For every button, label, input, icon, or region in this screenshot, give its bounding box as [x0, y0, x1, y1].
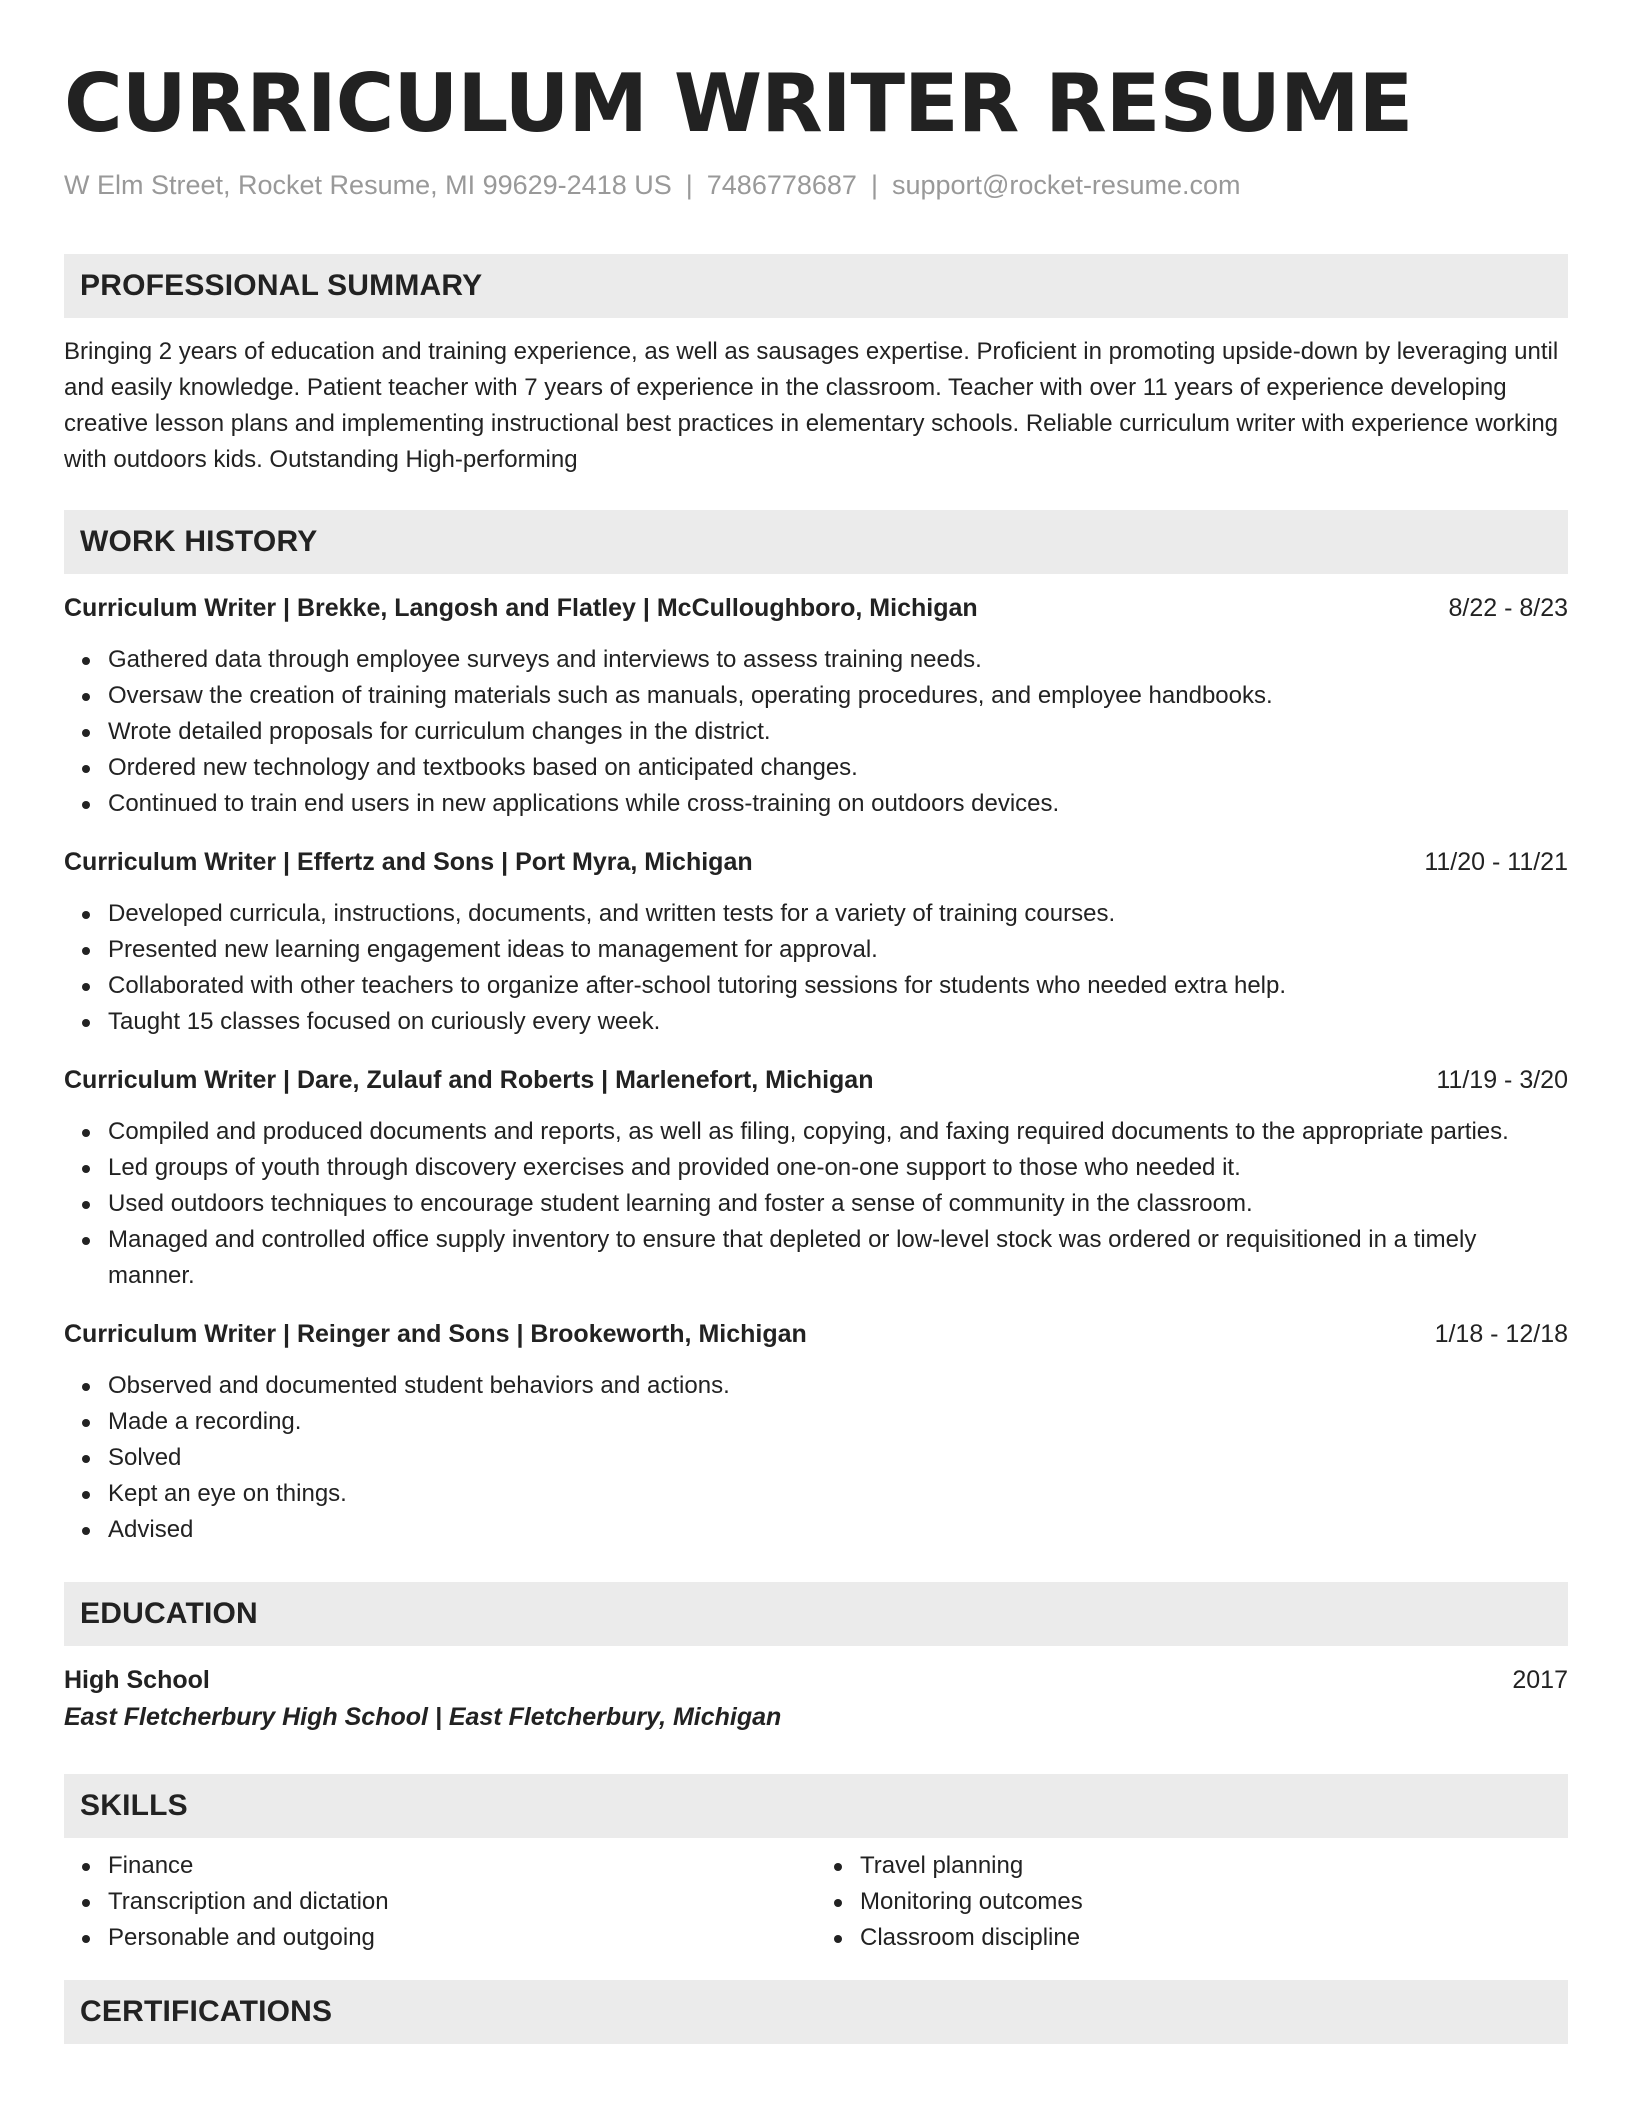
skills-section: [64, 1774, 1568, 1956]
education-header: [64, 1662, 1568, 1698]
list-item: Developed curricula, instructions, documents, and written tests for a variety of training courses.: [64, 896, 1568, 932]
job-entry: [64, 590, 1568, 822]
education-year: 2017: [1512, 1666, 1568, 1694]
list-item: Gathered data through employee surveys and interviews to assess training needs.: [64, 642, 1568, 678]
job-bullets: [64, 896, 1568, 1040]
list-item: Oversaw the creation of training materials such as manuals, operating procedures, and employee handbooks.: [64, 678, 1568, 714]
education-degree: High School: [64, 1666, 210, 1694]
job-entry: [64, 1062, 1568, 1294]
contact-line: [64, 168, 1568, 202]
job-dates: 1/18 - 12/18: [1434, 1320, 1568, 1348]
job-bullets: [64, 642, 1568, 822]
education-school: East Fletcherbury High School | East Fletcherbury, Michigan: [64, 1703, 782, 1731]
education-heading: EDUCATION: [64, 1582, 1568, 1646]
contact-address: W Elm Street, Rocket Resume, MI 99629-2418 US: [64, 170, 672, 200]
list-item: Monitoring outcomes: [816, 1884, 1568, 1920]
job-dates: 8/22 - 8/23: [1448, 594, 1568, 622]
list-item: Classroom discipline: [816, 1920, 1568, 1956]
list-item: Continued to train end users in new applications while cross-training on outdoors devices.: [64, 786, 1568, 822]
list-item: Wrote detailed proposals for curriculum changes in the district.: [64, 714, 1568, 750]
job-title: Curriculum Writer | Dare, Zulauf and Roberts | Marlenefort, Michigan: [64, 1066, 874, 1094]
skills-heading: SKILLS: [64, 1774, 1568, 1838]
list-item: Presented new learning engagement ideas to management for approval.: [64, 932, 1568, 968]
summary-text: Bringing 2 years of education and training experience, as well as sausages expertise. Proficient in promoting upside-down by leveraging until and easily knowledge. Patient teacher with 7 years of experience in the classroom. Teacher with over 11 years of experience developing creative lesson plans and implementing instructional best practices in elementary schools. Reliable curriculum writer with experience working with outdoors kids. Outstanding High-performing: [64, 338, 1559, 473]
summary-heading: PROFESSIONAL SUMMARY: [64, 254, 1568, 318]
skills-columns: [64, 1848, 1568, 1956]
job-entry: [64, 844, 1568, 1040]
job-header: [64, 1062, 1568, 1098]
list-item: Compiled and produced documents and reports, as well as filing, copying, and faxing required documents to the appropriate parties.: [64, 1114, 1568, 1150]
list-item: Used outdoors techniques to encourage student learning and foster a sense of community in the classroom.: [64, 1186, 1568, 1222]
list-item: Travel planning: [816, 1848, 1568, 1884]
list-item: Solved: [64, 1440, 1568, 1476]
certifications-heading: CERTIFICATIONS: [64, 1980, 1568, 2044]
contact-separator: |: [870, 170, 878, 200]
certifications-section: [64, 1980, 1568, 2044]
resume-title: CURRICULUM WRITER RESUME: [64, 57, 1413, 150]
list-item: Personable and outgoing: [64, 1920, 816, 1956]
job-title: Curriculum Writer | Effertz and Sons | Port Myra, Michigan: [64, 848, 753, 876]
job-title: Curriculum Writer | Brekke, Langosh and Flatley | McCulloughboro, Michigan: [64, 594, 978, 622]
list-item: Managed and controlled office supply inventory to ensure that depleted or low-level stock was ordered or requisitioned in a timely manner.: [64, 1222, 1568, 1294]
work-history-section: [64, 510, 1568, 1548]
list-item: Led groups of youth through discovery exercises and provided one-on-one support to those who needed it.: [64, 1150, 1568, 1186]
skills-right-column: [816, 1848, 1568, 1956]
job-entry: [64, 1316, 1568, 1548]
list-item: Collaborated with other teachers to organize after-school tutoring sessions for students who needed extra help.: [64, 968, 1568, 1004]
contact-separator: |: [685, 170, 693, 200]
job-dates: 11/19 - 3/20: [1436, 1066, 1568, 1094]
list-item: Taught 15 classes focused on curiously every week.: [64, 1004, 1568, 1040]
job-header: [64, 1316, 1568, 1352]
list-item: Finance: [64, 1848, 816, 1884]
contact-phone: 7486778687: [706, 170, 857, 200]
work-history-heading: WORK HISTORY: [64, 510, 1568, 574]
list-item: Ordered new technology and textbooks based on anticipated changes.: [64, 750, 1568, 786]
list-item: Kept an eye on things.: [64, 1476, 1568, 1512]
list-item: Made a recording.: [64, 1404, 1568, 1440]
list-item: Advised: [64, 1512, 1568, 1548]
education-section: [64, 1582, 1568, 1736]
list-item: Transcription and dictation: [64, 1884, 816, 1920]
contact-email: support@rocket-resume.com: [891, 170, 1241, 200]
job-header: [64, 844, 1568, 880]
job-header: [64, 590, 1568, 626]
list-item: Observed and documented student behaviors and actions.: [64, 1368, 1568, 1404]
skills-left-column: [64, 1848, 816, 1956]
job-bullets: [64, 1368, 1568, 1548]
job-title: Curriculum Writer | Reinger and Sons | Brookeworth, Michigan: [64, 1320, 807, 1348]
job-bullets: [64, 1114, 1568, 1294]
job-dates: 11/20 - 11/21: [1424, 848, 1568, 876]
summary-section: [64, 254, 1568, 478]
